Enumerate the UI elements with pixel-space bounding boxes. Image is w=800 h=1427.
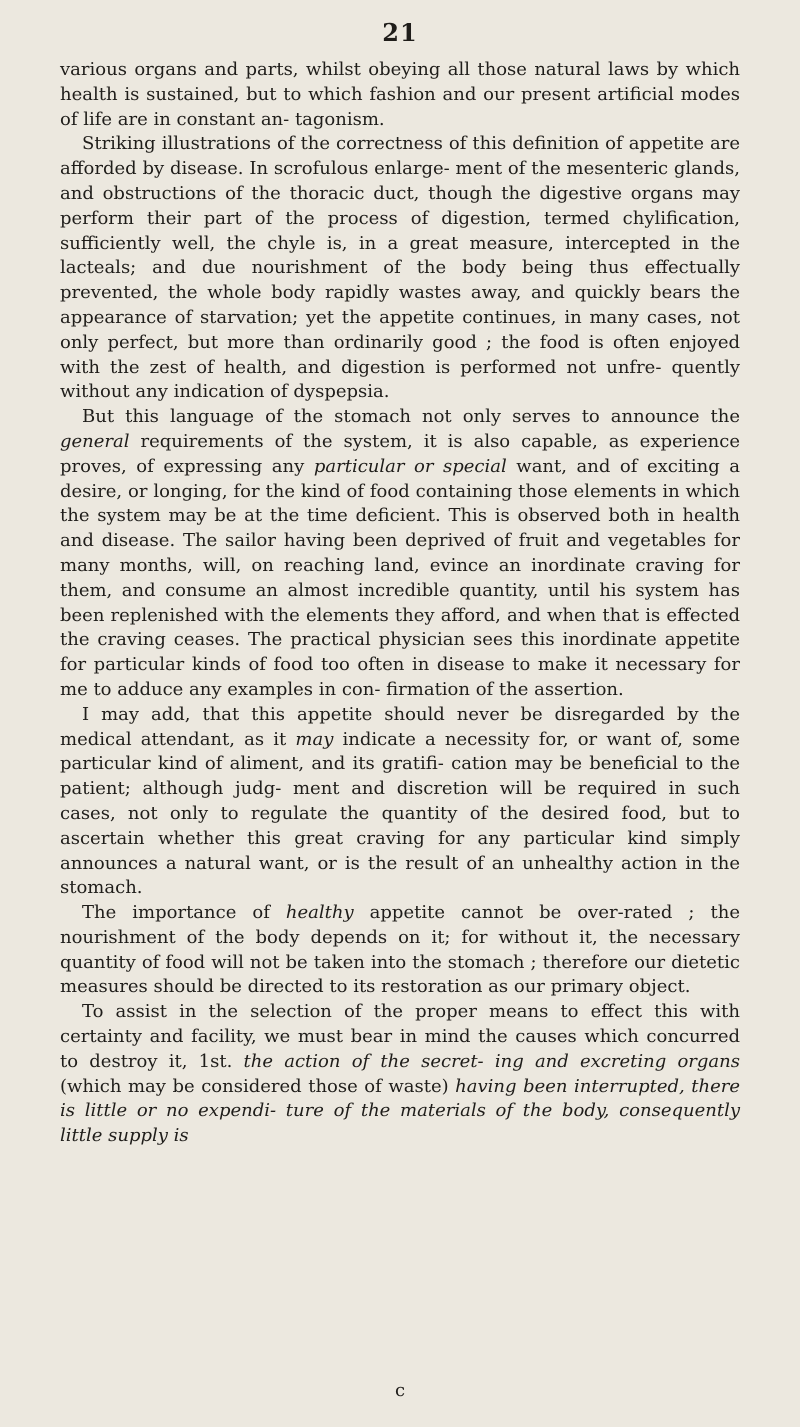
paragraph bbox=[60, 901, 740, 1000]
text-run: various organs and parts, whilst obeying all those natural laws by which health is sustained, but to which fashion and our present artificial modes of life are in constant an- tagonism. bbox=[60, 59, 740, 130]
signature-mark: c bbox=[394, 1380, 406, 1401]
book-page bbox=[60, 18, 740, 1403]
text-run: indicate a necessity for, or want of, some particular kind of aliment, and its gratifi- cation may be beneficial to the patient; although judg- ment and discretion will be required in such cases, not only to regulate the quantity of the desired food, but to ascertain whether this great craving for any particular kind simply announces a natural want, or is the result of an unhealthy action in the stomach. bbox=[60, 728, 740, 899]
text-run: But this language of the stomach not only serves to announce the bbox=[82, 406, 740, 428]
body-text bbox=[60, 58, 740, 1149]
text-run: (which may be considered those of waste) bbox=[60, 1075, 456, 1097]
text-run: appetite cannot be over-rated ; the nourishment of the body depends on it; for without it, the necessary quantity of food will not be taken into the stomach ; therefore our dietetic measures should be directed to its restoration as our primary object. bbox=[60, 902, 740, 998]
italic-text: may bbox=[295, 728, 334, 750]
text-run: To assist in the selection of the proper means to effect this with certainty and facility, we must bear in mind the causes which concurred to destroy it, 1st. bbox=[60, 1001, 740, 1072]
paragraph bbox=[60, 132, 740, 405]
paragraph bbox=[60, 703, 740, 901]
text-run: want, and of exciting a desire, or longing, for the kind of food containing those elements in which the system may be at the time deficient. This is observed both in health and disease. The sailor having been deprived of fruit and vegetables for many months, will, on reaching land, evince an inordinate craving for them, and consume an almost incredible quantity, until his system has been replenished with the elements they afford, and when that is effected the craving ceases. The practical physician sees this inordinate appetite for particular kinds of food too often in disease to make it necessary for me to adduce any examples in con- firmation of the assertion. bbox=[60, 455, 740, 700]
paragraph bbox=[60, 58, 740, 132]
text-run: I may add, that this appetite should never be disregarded by the medical attendant, as it bbox=[60, 703, 740, 750]
italic-text: general bbox=[60, 430, 130, 452]
text-run: The importance of bbox=[82, 902, 286, 924]
paragraph bbox=[60, 405, 740, 703]
text-run: Striking illustrations of the correctness of this definition of appetite are afforded by disease. In scrofulous enlarge- ment of the mesenteric glands, and obstructions of the thoracic duct, though the digestive organs may perform their part of the process of digestion, termed chylification, sufficiently well, the chyle is, in a great measure, intercepted in the lacteals; and due nourishment of the body being thus effectually prevented, the whole body rapidly wastes away, and quickly bears the appearance of starvation; yet the appetite continues, in many cases, not only perfect, but more than ordinarily good ; the food is often enjoyed with the zest of health, and digestion is performed not unfre- quently without any indication of dyspepsia. bbox=[60, 133, 740, 403]
italic-text: healthy bbox=[285, 902, 354, 924]
text-run: requirements of the system, it is also capable, as experience proves, of expressing any bbox=[60, 430, 740, 477]
page-number: 21 bbox=[382, 18, 418, 47]
italic-text: particular or special bbox=[313, 455, 507, 477]
paragraph bbox=[60, 1000, 740, 1149]
italic-text: having been interrupted, there is little or no expendi- ture of the materials of the body, consequently little supply is bbox=[60, 1075, 740, 1147]
italic-text: the action of the secret- ing and excreting organs bbox=[243, 1050, 740, 1072]
